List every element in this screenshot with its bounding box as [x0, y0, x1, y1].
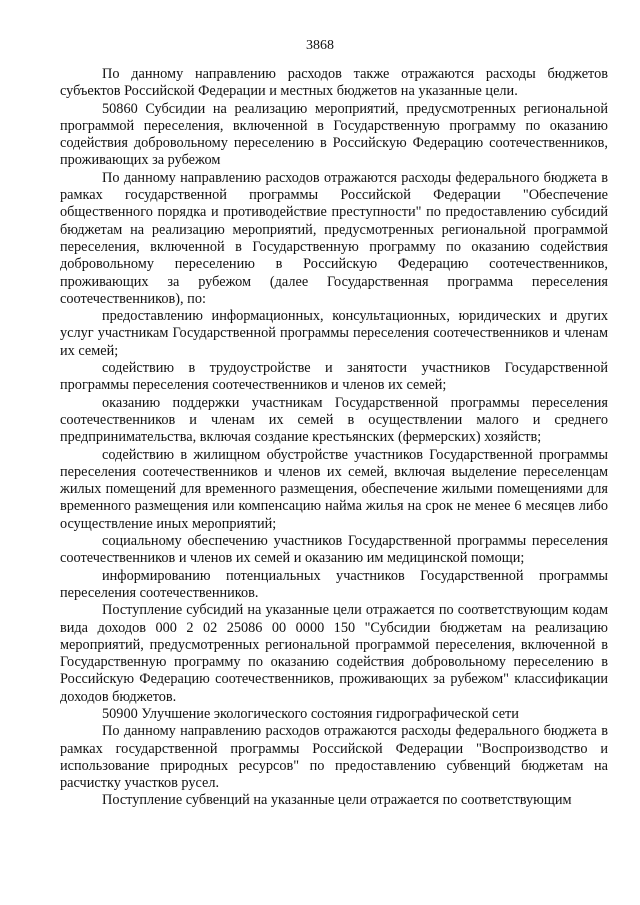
- section-heading: 50860 Субсидии на реализацию мероприятий, предусмотренных региональной программой переселения, включенной в Государственную программу по оказанию содействия добровольному переселению в Российскую Федерацию соотечественников, проживающих за рубежом: [60, 100, 608, 169]
- list-item: социальному обеспечению участников Государственной программы переселения соотечественников и членов их семей и оказанию им медицинской помощи;: [60, 533, 608, 567]
- list-item: информированию потенциальных участников Государственной программы переселения соотечественников.: [60, 567, 608, 601]
- paragraph: Поступление субсидий на указанные цели отражается по соответствующим кодам вида доходов 000 2 02 25086 00 0000 150 "Субсидии бюджетам на реализацию мероприятий, предусмотренных региональной программой переселения, включенной в Государственную программу по оказанию содействия добровольному переселению в Российскую Федерацию соотечественников, проживающих за рубежом" классификации доходов бюджетов.: [60, 602, 608, 705]
- document-body: [60, 66, 608, 810]
- list-item: содействию в трудоустройстве и занятости участников Государственной программы переселения соотечественников и членов их семей;: [60, 360, 608, 394]
- list-item: содействию в жилищном обустройстве участников Государственной программы переселения соотечественников и членов их семей, включая выделение переселенцам жилых помещений для временного размещения, обеспечение жилыми помещениями для временного размещения или компенсацию найма жилья на срок не менее 6 месяцев либо осуществление иных мероприятий;: [60, 446, 608, 532]
- paragraph: По данному направлению расходов также отражаются расходы бюджетов субъектов Российской Федерации и местных бюджетов на указанные цели.: [60, 66, 608, 100]
- paragraph: По данному направлению расходов отражаются расходы федерального бюджета в рамках государственной программы Российской Федерации "Воспроизводство и использование природных ресурсов" по предоставлению субвенций бюджетам на расчистку участков русел.: [60, 723, 608, 792]
- section-heading: 50900 Улучшение экологического состояния гидрографической сети: [102, 705, 519, 722]
- paragraph: Поступление субвенций на указанные цели отражается по соответствующим: [102, 792, 572, 809]
- list-item: оказанию поддержки участникам Государственной программы переселения соотечественников и членам их семей в осуществлении малого и среднего предпринимательства, включая создание крестьянских (фермерских) хозяйств;: [60, 394, 608, 446]
- list-item: предоставлению информационных, консультационных, юридических и других услуг участникам Государственной программы переселения соотечественников и членам их семей;: [60, 308, 608, 359]
- paragraph: По данному направлению расходов отражаются расходы федерального бюджета в рамках государственной программы Российской Федерации "Обеспечение общественного порядка и противодействие преступности" по предоставлению субсидий бюджетам на реализацию мероприятий, предусмотренных региональной программой переселения, включенной в Государственную программу по оказанию содействия добровольному переселению в Российскую Федерацию соотечественников, проживающих за рубежом (далее Государственная программа переселения соотечественников), по:: [60, 169, 608, 307]
- page-number: 3868: [306, 38, 334, 53]
